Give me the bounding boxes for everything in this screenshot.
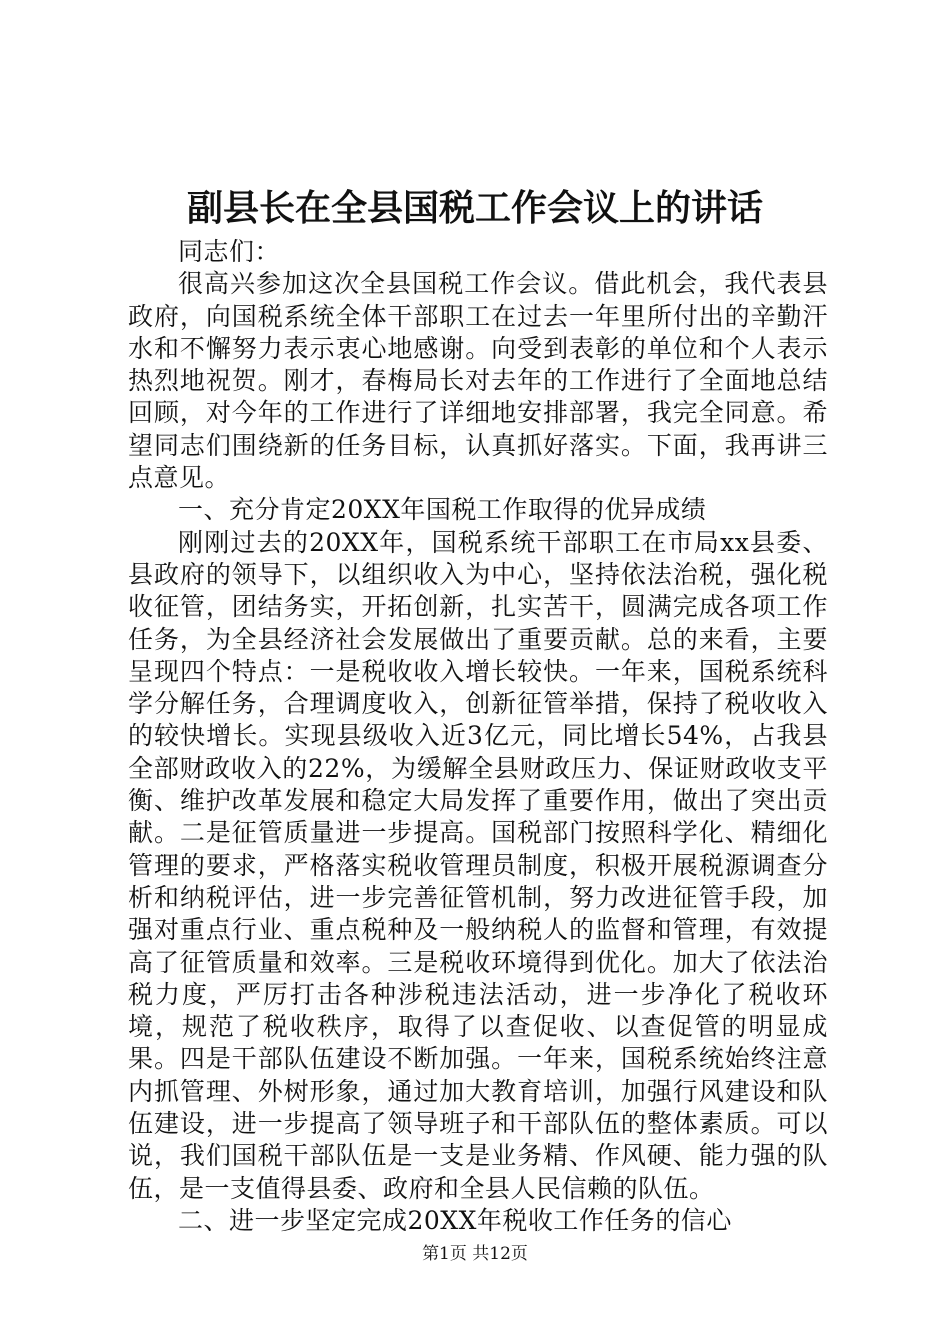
paragraph-intro: 很高兴参加这次全县国税工作会议。借此机会，我代表县政府，向国税系统全体干部职工在过去一年里所付出的辛勤汗水和不懈努力表示衷心地感谢。向受到表彰的单位和个人表示热烈地祝贺。刚才，春梅局长对去年的工作进行了全面地总结回顾，对今年的工作进行了详细地安排部署，我完全同意。希望同志们围绕新的任务目标，认真抓好落实。下面，我再讲三点意见。	[128, 269, 828, 493]
section-heading-2: 二、进一步坚定完成20XX年税收工作任务的信心	[178, 1205, 732, 1235]
salutation: 同志们：	[178, 237, 281, 266]
paragraph-achievements: 刚刚过去的20XX年，国税系统干部职工在市局xx县委、县政府的领导下，以组织收入为中心，坚持依法治税，强化税收征管，团结务实，开拓创新，扎实苦干，圆满完成各项工作任务，为全县经济社会发展做出了重要贡献。总的来看，主要呈现四个特点：一是税收收入增长较快。一年来，国税系统科学分解任务，合理调度收入，创新征管举措，保持了税收收入的较快增长。实现县级收入近3亿元，同比增长54%，占我县全部财政收入的22%，为缓解全县财政压力、保证财政收支平衡、维护改革发展和稳定大局发挥了重要作用，做出了突出贡献。二是征管质量进一步提高。国税部门按照科学化、精细化管理的要求，严格落实税收管理员制度，积极开展税源调查分析和纳税评估，进一步完善征管机制，努力改进征管手段，加强对重点行业、重点税种及一般纳税人的监督和管理，有效提高了征管质量和效率。三是税收环境得到优化。加大了依法治税力度，严厉打击各种涉税违法活动，进一步净化了税收环境，规范了税收秩序，取得了以查促收、以查促管的明显成果。四是干部队伍建设不断加强。一年来，国税系统始终注意内抓管理、外树形象，通过加大教育培训，加强行风建设和队伍建设，进一步提高了领导班子和干部队伍的整体素质。可以说，我们国税干部队伍是一支是业务精、作风硬、能力强的队伍，是一支值得县委、政府和全县人民信赖的队伍。	[128, 527, 828, 1203]
document-body	[128, 236, 828, 1237]
page-footer: 第1页 共12页	[422, 1244, 528, 1264]
document-title: 副县长在全县国税工作会议上的讲话	[186, 187, 763, 229]
section-heading-1: 一、充分肯定20XX年国税工作取得的优异成绩	[178, 495, 707, 525]
